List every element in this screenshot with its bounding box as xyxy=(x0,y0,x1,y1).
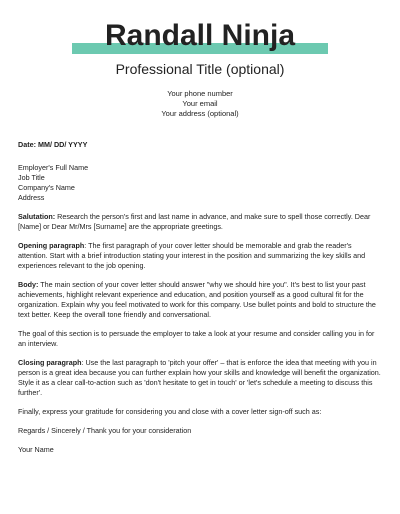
contact-address: Your address (optional) xyxy=(161,109,239,118)
signoff-line: Regards / Sincerely / Thank you for your consideration xyxy=(18,426,192,435)
body-paragraph xyxy=(18,280,382,320)
closing-label: Closing paragraph xyxy=(18,358,82,367)
closing-text: : Use the last paragraph to 'pitch your offer' – that is enforce the idea that meeting with you in person is a great idea because you can further explain how your skills and knowledge will benefit the organization. Style it as a clear call-to-action such as 'don't hesitate to get in touch' or 'let's schedule a meeting to discuss this further'. xyxy=(18,358,381,397)
contact-phone: Your phone number xyxy=(167,89,233,98)
salutation-label: Salutation: xyxy=(18,212,56,221)
gratitude-paragraph: Finally, express your gratitude for considering you and close with a cover letter sign-off such as: xyxy=(18,407,322,416)
closing-paragraph xyxy=(18,358,382,398)
professional-title: Professional Title (optional) xyxy=(115,61,285,77)
letter-date: Date: MM/ DD/ YYYY xyxy=(18,140,88,149)
contact-block xyxy=(0,89,400,119)
contact-email: Your email xyxy=(182,99,218,108)
salutation-paragraph xyxy=(18,212,382,232)
salutation-text: Research the person's first and last name in advance, and make sure to spell those correctly. Dear [Name] or Dear Mr/Mrs [Surname] are the appropriate greetings. xyxy=(18,212,371,231)
goal-paragraph: The goal of this section is to persuade the employer to take a look at your resume and consider calling you in for an interview. xyxy=(18,329,375,348)
signature-line: Your Name xyxy=(18,445,54,454)
opening-paragraph xyxy=(18,241,382,271)
name-header xyxy=(0,16,400,56)
body-text: The main section of your cover letter should answer "why we should hire you". It's best to list your past achievements, highlight relevant experience and education, and position yourself as a good cultural fit for the organization. Explain why you feel motivated to work for this company. Use bullet points and bold to structure the text better. Keep the overall tone friendly and conversational. xyxy=(18,280,376,319)
letter-body xyxy=(18,140,382,464)
opening-label: Opening paragraph xyxy=(18,241,85,250)
opening-text: : The first paragraph of your cover letter should be memorable and grab the reader's attention. Start with a brief introduction stating your interest in the position and summarizing the key skills and experiences relevant to the job opening. xyxy=(18,241,366,270)
recipient-full-name: Employer's Full Name xyxy=(18,163,89,172)
recipient-address: Address xyxy=(18,193,45,202)
recipient-block xyxy=(18,163,382,203)
recipient-company: Company's Name xyxy=(18,183,75,192)
recipient-job-title: Job Title xyxy=(18,173,45,182)
applicant-name: Randall Ninja xyxy=(104,19,296,52)
body-label: Body: xyxy=(18,280,39,289)
